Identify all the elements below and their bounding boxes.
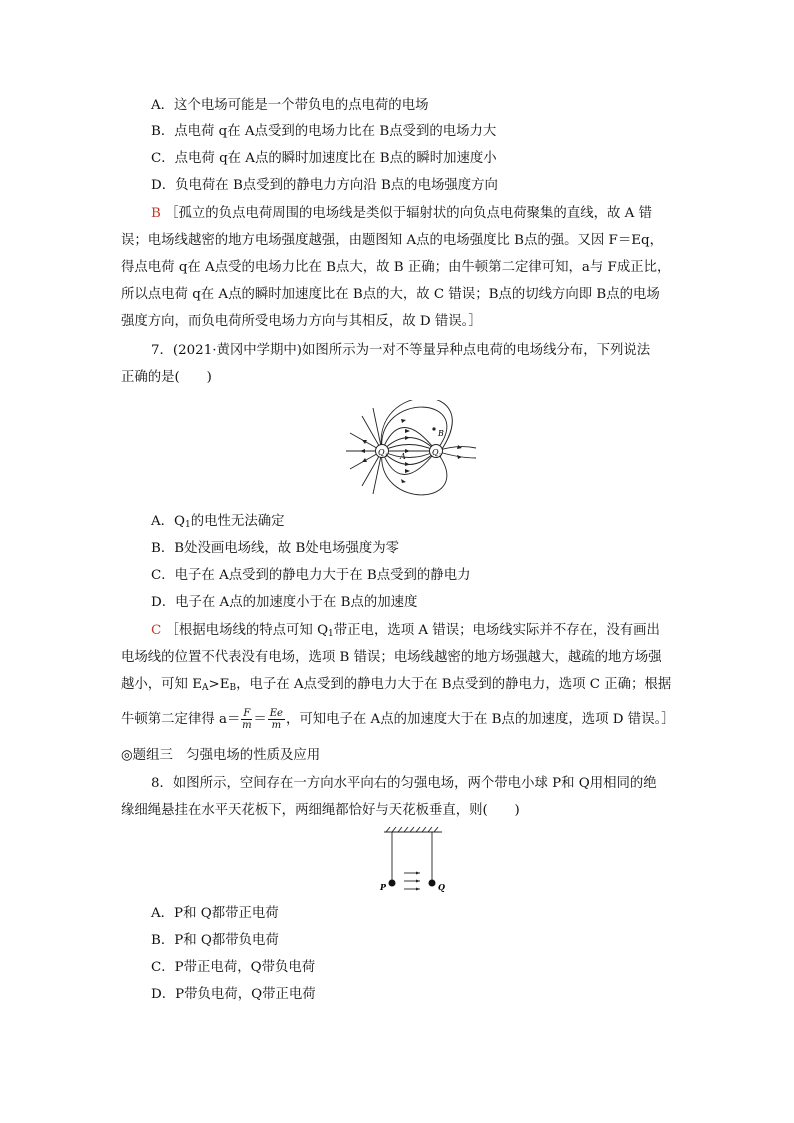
q6-answer-line-3: 得点电荷 q在 A点受的电场力比在 B点大，故 B 正确；由牛顿第二定律可知，a与 F成正比，: [121, 260, 671, 275]
q6-option-c: C．点电荷 q在 A点的瞬时加速度比在 B点的瞬时加速度小: [151, 151, 497, 166]
frac1-den: m: [242, 720, 252, 731]
q7-stem-2: 正确的是( ): [121, 370, 212, 385]
q6-option-b: B．点电荷 q在 A点受到的电场力比在 B点受到的电场力大: [151, 124, 497, 139]
q7-answer-line-3: [121, 675, 671, 698]
q8-option-d: D．P带负电荷，Q带正电荷: [151, 987, 316, 1002]
q7-option-a: [151, 512, 285, 535]
q8-stem-1: 8．如图所示，空间存在一方向水平向右的匀强电场，两个带电小球 P和 Q用相同的绝: [151, 776, 657, 791]
q7-answer-text-3b: >E: [208, 677, 230, 692]
q7-answer-text-1a: ［根据电场线的特点可知 Q: [165, 623, 329, 638]
q6-option-d: D．负电荷在 B点受到的静电力方向沿 B点的电场强度方向: [151, 178, 498, 193]
q6-answer-line-2: 误；电场线越密的地方电场强度越强，由题图知 A点的电场强度比 B点的强。又因 F＝Eq，: [121, 233, 663, 248]
pendulum-diagram: [372, 826, 452, 898]
q7-answer-text-1b: 带正电，选项 A 错误；电场线实际并不存在，没有画出: [333, 623, 660, 638]
q7-answer-sub-1: 1: [328, 629, 334, 639]
q7-answer-letter: C: [151, 623, 162, 638]
field-lines-diagram: [340, 400, 485, 505]
frac1-num: F: [243, 708, 251, 719]
fig-label-b: B: [438, 429, 444, 438]
equals-sign: ＝: [253, 712, 267, 727]
q7-option-a-post: 的电性无法确定: [190, 514, 285, 529]
q6-option-a: A．这个电场可能是一个带负电的点电荷的电场: [151, 98, 429, 113]
q7-answer-sub-3b: B: [229, 683, 237, 693]
q8-option-a: A．P和 Q都带正电荷: [151, 906, 279, 921]
q6-answer-text-1: ［孤立的负点电荷周围的电场线是类似于辐射状的向负点电荷聚集的直线，故 A 错: [165, 206, 652, 221]
fig-label-q1: $Q_1$: [378, 448, 388, 459]
q7-stem-1: 7．(2021·黄冈中学期中)如图所示为一对不等量异种点电荷的电场线分布，下列说法: [151, 343, 651, 358]
q7-option-a-sub: 1: [185, 520, 191, 530]
q8-option-b: B．P和 Q都带负电荷: [151, 933, 279, 948]
q7-answer-text-3c: ，电子在 A点受到的静电力大于在 B点受到的静电力，选项 C 正确；根据: [236, 677, 672, 692]
q7-answer-text-3a: 越小，可知 E: [121, 677, 202, 692]
q7-option-d: D．电子在 A点的加速度小于在 B点的加速度: [151, 595, 418, 610]
fig-label-q2: $Q_2$: [432, 448, 442, 459]
q8-stem-2: 缘细绳悬挂在水平天花板下，两细绳都恰好与天花板垂直，则( ): [121, 803, 520, 818]
frac2-den: m: [271, 720, 282, 731]
q7-answer-sub-3a: A: [201, 683, 209, 693]
q7-option-c: C．电子在 A点受到的静电力大于在 B点受到的静电力: [151, 568, 471, 583]
fraction-f-over-m: [241, 708, 252, 731]
q7-answer-text-4b: ，可知电子在 A点的加速度大于在 B点的加速度，选项 D 错误。］: [285, 712, 675, 727]
fig-label-q: Q: [438, 882, 445, 892]
q8-option-c: C．P带正电荷，Q带负电荷: [151, 960, 316, 975]
q6-answer-line-4: 所以点电荷 q在 A点的瞬时加速度比在 B点的大，故 C 错误；B点的切线方向即 B点的电场: [121, 287, 660, 302]
q6-answer-line-1: [151, 204, 652, 224]
q7-answer-line-1: [151, 621, 660, 644]
q7-option-a-pre: A．Q: [151, 514, 186, 529]
q7-answer-line-2: 电场线的位置不代表没有电场，选项 B 错误；电场线越密的地方场强越大，越疏的地方场强: [121, 650, 662, 665]
q6-answer-line-5: 强度方向，而负电荷所受电场力方向与其相反，故 D 错误。］: [121, 314, 482, 329]
q7-answer-line-4: [121, 708, 675, 731]
fig-label-p: P: [380, 882, 387, 892]
frac2-num: Ee: [269, 708, 283, 719]
group3-heading: ◎题组三 匀强电场的性质及应用: [121, 748, 321, 763]
q7-option-b: B．B处没画电场线，故 B处电场强度为零: [151, 541, 400, 556]
q6-answer-letter: B: [151, 206, 161, 221]
q7-answer-text-4a: 牛顿第二定律得 a＝: [121, 712, 241, 727]
fraction-ee-over-m: [268, 708, 285, 731]
fig-label-a: A: [400, 452, 406, 461]
